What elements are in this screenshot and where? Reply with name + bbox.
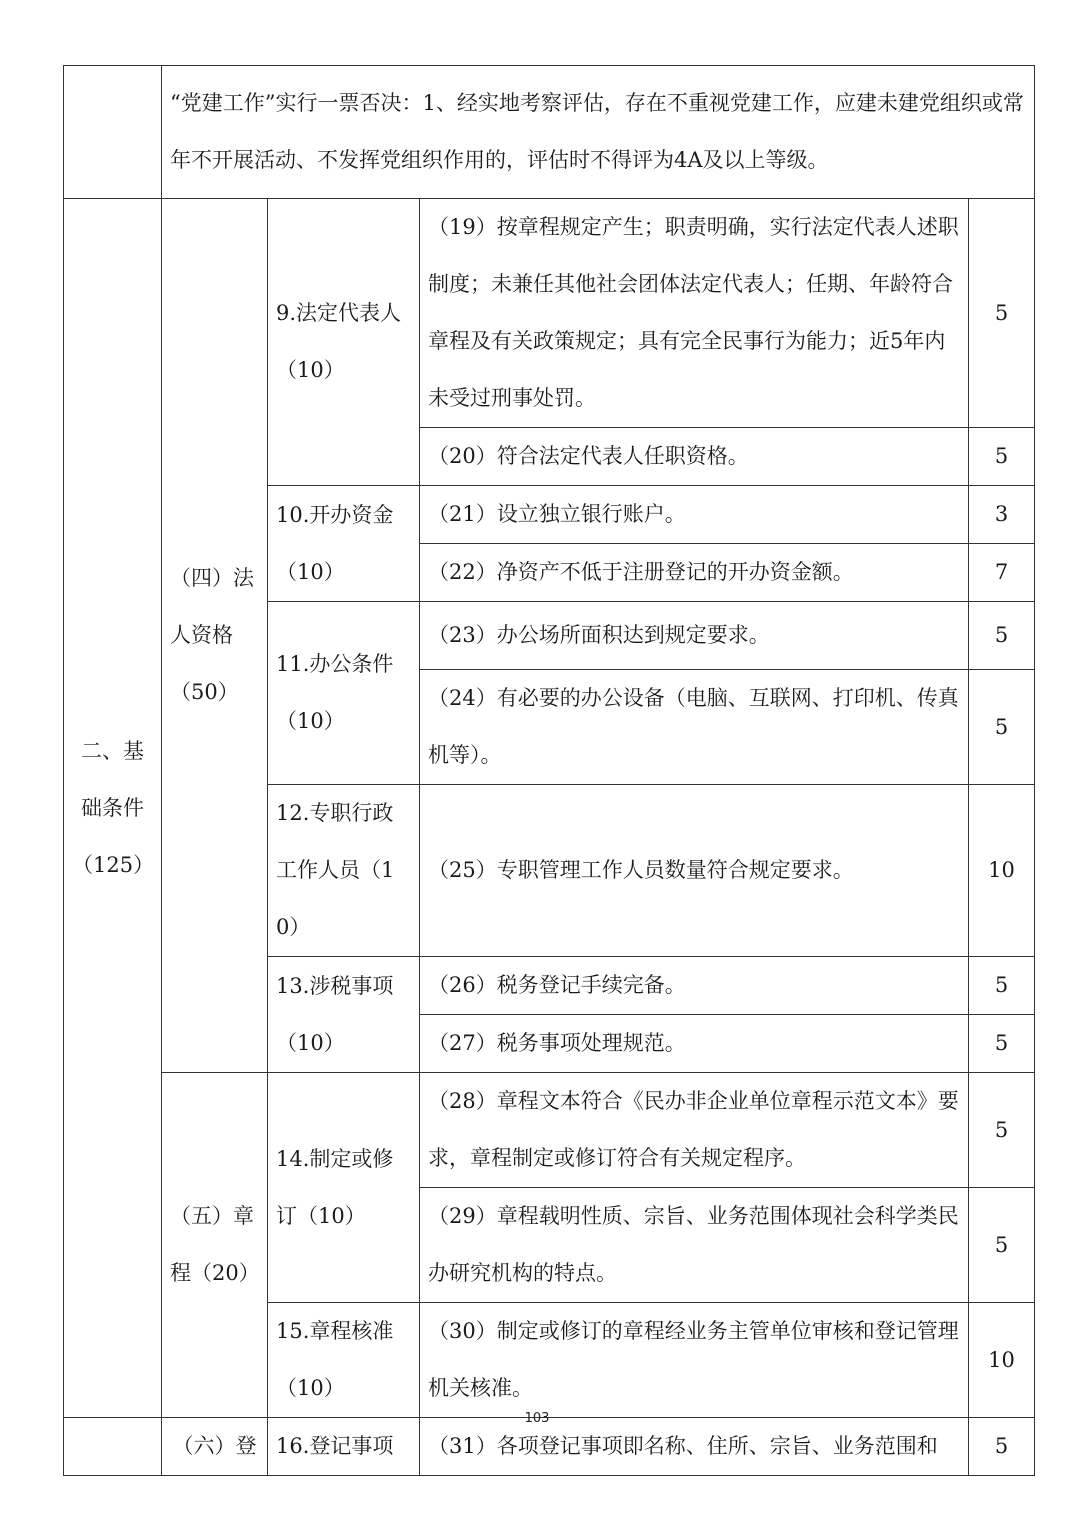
group-registration: （六）登 [162, 1418, 268, 1476]
page-number: 103 [524, 1411, 550, 1426]
table-row [64, 1418, 1035, 1476]
criterion-19: （19）按章程规定产生；职责明确，实行法定代表人述职制度；未兼任其他社会团体法定代表人；任期、年龄符合章程及有关政策规定；具有完全民事行为能力；近5年内未受过刑事处罚。 [420, 199, 969, 428]
score-20: 5 [969, 428, 1035, 486]
criterion-31: （31）各项登记事项即名称、住所、宗旨、业务范围和 [420, 1418, 969, 1476]
item-legal-representative: 9.法定代表人（10） [268, 199, 420, 486]
table-row [64, 1073, 1035, 1188]
group-legal-person: （四）法人资格（50） [162, 199, 268, 1073]
item-charter-approval: 15.章程核准（10） [268, 1303, 420, 1418]
criterion-21: （21）设立独立银行账户。 [420, 486, 969, 544]
score-23: 5 [969, 602, 1035, 670]
score-27: 5 [969, 1015, 1035, 1073]
evaluation-table [63, 65, 1035, 1476]
section-basic-conditions: 二、基础条件（125） [64, 199, 162, 1418]
score-25: 10 [969, 785, 1035, 957]
criterion-25: （25）专职管理工作人员数量符合规定要求。 [420, 785, 969, 957]
item-formulate-revise: 14.制定或修订（10） [268, 1073, 420, 1303]
table-row [64, 199, 1035, 428]
score-29: 5 [969, 1188, 1035, 1303]
criterion-24: （24）有必要的办公设备（电脑、互联网、打印机、传真机等）。 [420, 670, 969, 785]
section-continuation [64, 1418, 162, 1476]
criterion-23: （23）办公场所面积达到规定要求。 [420, 602, 969, 670]
item-admin-staff: 12.专职行政工作人员（10） [268, 785, 420, 957]
score-22: 7 [969, 544, 1035, 602]
blank-cell [64, 66, 162, 199]
score-19: 5 [969, 199, 1035, 428]
criterion-20: （20）符合法定代表人任职资格。 [420, 428, 969, 486]
score-28: 5 [969, 1073, 1035, 1188]
score-30: 10 [969, 1303, 1035, 1418]
criterion-30: （30）制定或修订的章程经业务主管单位审核和登记管理机关核准。 [420, 1303, 969, 1418]
criterion-26: （26）税务登记手续完备。 [420, 957, 969, 1015]
table-row [64, 66, 1035, 199]
item-tax-matters: 13.涉税事项（10） [268, 957, 420, 1073]
score-26: 5 [969, 957, 1035, 1015]
criterion-29: （29）章程载明性质、宗旨、业务范围体现社会科学类民办研究机构的特点。 [420, 1188, 969, 1303]
score-21: 3 [969, 486, 1035, 544]
score-24: 5 [969, 670, 1035, 785]
party-building-veto-note: “党建工作”实行一票否决：1、经实地考察评估，存在不重视党建工作，应建未建党组织或常年不开展活动、不发挥党组织作用的，评估时不得评为4A及以上等级。 [162, 66, 1035, 199]
score-31: 5 [969, 1418, 1035, 1476]
group-charter: （五）章程（20） [162, 1073, 268, 1418]
item-registration-matters: 16.登记事项 [268, 1418, 420, 1476]
item-office-conditions: 11.办公条件（10） [268, 602, 420, 785]
item-startup-capital: 10.开办资金（10） [268, 486, 420, 602]
criterion-27: （27）税务事项处理规范。 [420, 1015, 969, 1073]
criterion-28: （28）章程文本符合《民办非企业单位章程示范文本》要求，章程制定或修订符合有关规定程序。 [420, 1073, 969, 1188]
criterion-22: （22）净资产不低于注册登记的开办资金额。 [420, 544, 969, 602]
